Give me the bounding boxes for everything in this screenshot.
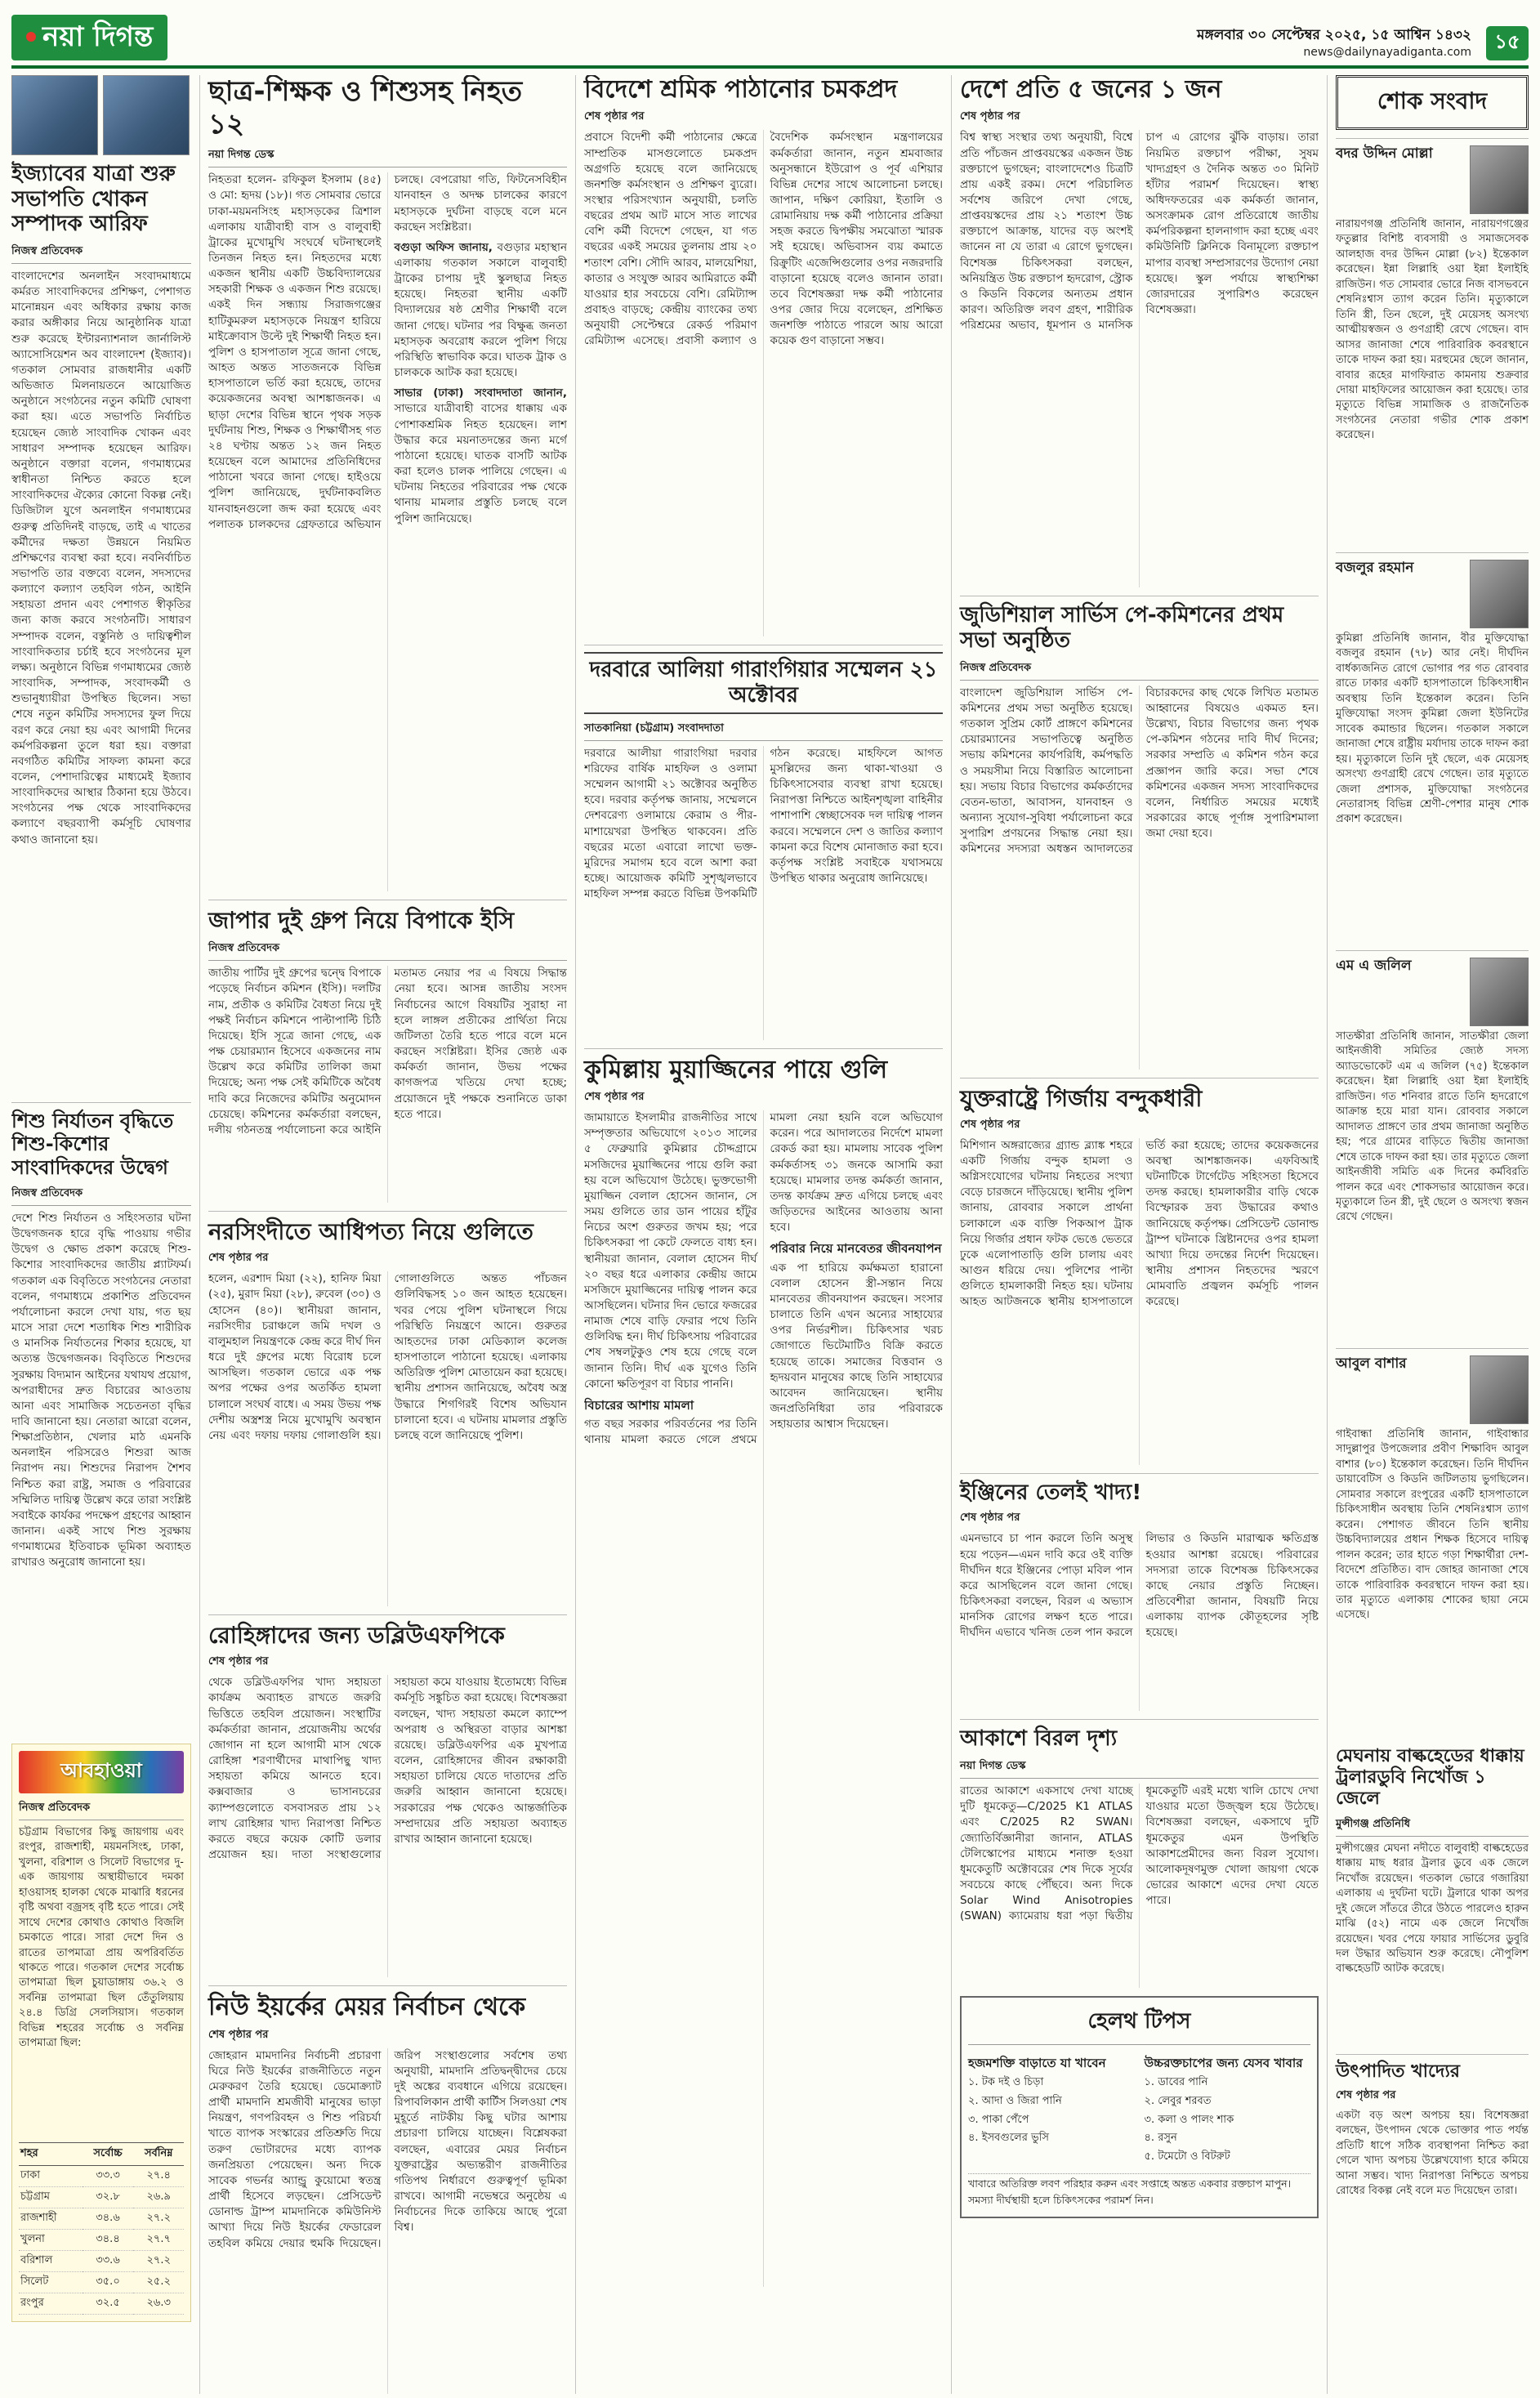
article-narsingdi-shooting xyxy=(208,1211,567,1606)
izzab-byline: নিজস্ব প্রতিবেদক xyxy=(11,242,191,264)
city: বরিশাল xyxy=(19,2250,83,2271)
meghna-trawler-byline: মুন্সীগঞ্জ প্রতিনিধি xyxy=(1336,1815,1529,1837)
weather-table xyxy=(19,2142,184,2315)
weather-byline: নিজস্ব প্রতিবেদক xyxy=(19,1798,184,1820)
weather-forecast: চট্টগ্রাম বিভাগের কিছু জায়গায় এবং রংপুর, রাজশাহী, ময়মনসিংহ, ঢাকা, খুলনা, বরিশাল ও সিলেট বিভাগের দু-এক জায়গায় অস্থায়ীভাবে দমকা হাওয়াসহ হালকা থেকে মাঝারি ধরনের বৃষ্টি অথবা বজ্রসহ বৃষ্টি হতে পারে। সেই সাথে দেশের কোথাও কোথাও বিজলি চমকাতে পারে। সারা দেশে দিন ও রাতের তাপমাত্রা প্রায় অপরিবর্তিত থাকতে পারে। গতকাল দেশের সর্বোচ্চ তাপমাত্রা ছিল চুয়াডাঙ্গায় ৩৬.২ ও সর্বনিম্ন তাপমাত্রা ছিল তেঁতুলিয়ায় ২৪.৪ ডিগ্রি সেলসিয়াস। গতকাল বিভিন্ন শহরের সর্বোচ্চ ও সর্বনিম্ন তাপমাত্রা ছিল: xyxy=(19,1825,184,2050)
muazzin-subhead-case: বিচারের আশায় মামলা xyxy=(584,1397,694,1413)
meghna-trawler-body: মুন্সীগঞ্জের মেঘনা নদীতে বালুবাহী বাল্কহেডের ধাক্কায় মাছ ধরার ট্রলার ডুবে এক জেলে নিখোঁজ রয়েছেন। গতকাল ভোরে গজারিয়া এলাকায় এ দুর্ঘটনা ঘটে। ট্রলারে থাকা অপর দুই জেলে সাঁতরে তীরে উঠতে পারলেও হারুন মাঝি (৫২) নামে এক জেলে নিখোঁজ রয়েছেন। খবর পেয়ে ফায়ার সার্ভিসের ডুবুরি দল উদ্ধার অভিযান শুরু করেছে। নৌপুলিশ বাল্কহেডটি আটক করেছে। xyxy=(1336,1842,1529,1976)
tip-item: ২. আদা ও জিরা পানি xyxy=(968,2094,1062,2107)
narsingdi-headline: নরসিংদীতে আধিপত্য নিয়ে গুলিতে xyxy=(208,1218,533,1246)
max-temp: ৩৫.০ xyxy=(83,2271,134,2293)
article-child-journalists xyxy=(11,1102,191,1734)
judicial-byline: নিজস্ব প্রতিবেদক xyxy=(960,659,1319,681)
health-tips-left-column xyxy=(968,2050,1135,2168)
digestion-section-title: হজমশক্তি বাড়াতে যা খাবেন xyxy=(968,2056,1106,2071)
japa-ec-byline: নিজস্ব প্রতিবেদক xyxy=(208,939,567,961)
newspaper-logo xyxy=(11,15,167,60)
darbare-alia-body: দরবারে আলীয়া গারাংগিয়া দরবার শরিফের বার্ষিক মাহফিল ও ওলামা সম্মেলন আগামী ২১ অক্টোবর অনুষ্ঠিত হবে। দরবার কর্তৃপক্ষ জানায়, সম্মেলনে দেশবরেণ্য ওলামায়ে কেরাম ও পীর-মাশায়েখরা উপস্থিত থাকবেন। প্রতি বছরের মতো এবারো লাখো ভক্ত-মুরিদের সমাগম হবে বলে আশা করা হচ্ছে। আয়োজক কমিটি সুশৃঙ্খলভাবে মাহফিল সম্পন্ন করতে বিভিন্ন উপকমিটি গঠন করেছে। মাহফিলে আগত মুসল্লিদের জন্য থাকা-খাওয়া ও চিকিৎসাসেবার ব্যবস্থা রাখা হয়েছে। নিরাপত্তা নিশ্চিতে আইনশৃঙ্খলা বাহিনীর পাশাপাশি স্বেচ্ছাসেবক দল দায়িত্ব পালন করবে। সম্মেলনে দেশ ও জাতির কল্যাণ কামনা করে বিশেষ মোনাজাত করা হবে। কর্তৃপক্ষ সংশ্লিষ্ট সবাইকে যথাসময়ে উপস্থিত থাকার অনুরোধ জানিয়েছে। xyxy=(584,746,943,901)
city: রংপুর xyxy=(19,2293,83,2314)
weather-title: আবহাওয়া xyxy=(19,1751,184,1793)
obituary-section-title: শোক সংবাদ xyxy=(1336,75,1529,130)
obituary-portrait-photo xyxy=(1470,145,1529,214)
logo-accent-dot xyxy=(26,32,36,42)
rare-sky-byline: নয়া দিগন্ত ডেস্ক xyxy=(960,1757,1319,1779)
min-temp: ২৫.২ xyxy=(133,2271,184,2293)
japa-ec-body: জাতীয় পার্টির দুই গ্রুপের দ্বন্দ্বে বিপাকে পড়েছে নির্বাচন কমিশন (ইসি)। দলটির নাম, প্রতীক ও কমিটির বৈধতা নিয়ে দুই পক্ষই নির্বাচন কমিশনে পাল্টাপাল্টি চিঠি দিয়েছে। ইসি সূত্রে জানা গেছে, এক পক্ষ চেয়ারম্যান হিসেবে একজনের নাম উল্লেখ করে কমিটির তালিকা জমা দিয়েছে; অন্য পক্ষ সেই কমিটিকে অবৈধ দাবি করে নিজেদের কমিটির অনুমোদন চেয়েছে। কমিশনের কর্মকর্তারা বলছেন, দলীয় গঠনতন্ত্র পর্যালোচনা করে আইনি মতামত নেয়ার পর এ বিষয়ে সিদ্ধান্ত নেয়া হবে। আসন্ন জাতীয় সংসদ নির্বাচনের আগে বিষয়টির সুরাহা না হলে লাঙ্গল প্রতীকের প্রার্থিতা নিয়ে জটিলতা তৈরি হতে পারে বলে মনে করছেন সংশ্লিষ্টরা। ইসির জ্যেষ্ঠ এক কর্মকর্তা জানান, উভয় পক্ষের কাগজপত্র খতিয়ে দেখা হচ্ছে; প্রয়োজনে দুই পক্ষকে শুনানিতে ডাকা হতে পারে। xyxy=(208,967,567,1136)
narsingdi-body: হলেন, এরশাদ মিয়া (২২), হানিফ মিয়া (২৫), মুরাদ মিয়া (২৮), রুবেল (৩০) ও হোসেন (৪০)। স্থানীয়রা জানান, নরসিংদীর চরাঞ্চলে জমি দখল ও বালুমহাল নিয়ন্ত্রণকে কেন্দ্র করে দীর্ঘ দিন ধরে দুই গ্রুপের মধ্যে বিরোধ চলে আসছিল। গতকাল ভোরে এক পক্ষ অপর পক্ষের ওপর অতর্কিত হামলা চালালে সংঘর্ষ বাধে। এ সময় উভয় পক্ষ দেশীয় অস্ত্রশস্ত্র নিয়ে মুখোমুখি অবস্থান নেয় এবং দফায় দফায় গোলাগুলি হয়। গোলাগুলিতে অন্তত পাঁচজন গুলিবিদ্ধসহ ১০ জন আহত হয়েছেন। খবর পেয়ে পুলিশ ঘটনাস্থলে গিয়ে পরিস্থিতি নিয়ন্ত্রণে আনে। গুরুতর আহতদের ঢাকা মেডিক্যাল কলেজ হাসপাতালে পাঠানো হয়েছে। এলাকায় অতিরিক্ত পুলিশ মোতায়েন করা হয়েছে। স্থানীয় প্রশাসন জানিয়েছে, অবৈধ অস্ত্র উদ্ধারে শিগগিরই বিশেষ অভিযান চালানো হবে। এ ঘটনায় মামলার প্রস্তুতি চলছে বলে জানিয়েছে পুলিশ। xyxy=(208,1272,567,1442)
students-killed-body xyxy=(208,172,567,891)
foreign-workers-body: প্রবাসে বিদেশী কর্মী পাঠানোর ক্ষেত্রে সাম্প্রতিক মাসগুলোতে চমকপ্রদ অগ্রগতি হয়েছে বলে জানিয়েছে জনশক্তি কর্মসংস্থান ও প্রশিক্ষণ ব্যুরো। সংস্থার পরিসংখ্যান অনুযায়ী, চলতি বছরের প্রথম আট মাসে সাত লাখের বেশি কর্মী বিদেশে গেছেন, যা গত বছরের একই সময়ের তুলনায় প্রায় ২০ শতাংশ বেশি। সৌদি আরব, মালয়েশিয়া, কাতার ও সংযুক্ত আরব আমিরাতে কর্মী যাওয়ার হার সবচেয়ে বেশি। রেমিট্যান্স প্রবাহও বাড়ছে; কেন্দ্রীয় ব্যাংকের তথ্য অনুযায়ী সেপ্টেম্বরে রেকর্ড পরিমাণ রেমিট্যান্স এসেছে। প্রবাসী কল্যাণ ও বৈদেশিক কর্মসংস্থান মন্ত্রণালয়ের কর্মকর্তারা জানান, নতুন শ্রমবাজার অনুসন্ধানে ইউরোপ ও পূর্ব এশিয়ার বিভিন্ন দেশের সাথে আলোচনা চলছে। জাপান, দক্ষিণ কোরিয়া, ইতালি ও রোমানিয়ায় দক্ষ কর্মী পাঠানোর প্রক্রিয়া সহজ করতে দ্বিপক্ষীয় সমঝোতা স্মারক সই হয়েছে। অভিবাসন ব্যয় কমাতে রিক্রুটিং এজেন্সিগুলোর ওপর নজরদারি বাড়ানো হয়েছে বলেও জানান তারা। তবে বিশেষজ্ঞরা দক্ষ কর্মী পাঠানোর ওপর জোর দিয়ে বলেছেন, প্রশিক্ষিত জনশক্তি পাঠাতে পারলে আয় আরো কয়েক গুণ বাড়ানো সম্ভব। xyxy=(584,131,943,348)
students-killed-headline: ছাত্র-শিক্ষক ও শিশুসহ নিহত ১২ xyxy=(208,75,523,141)
students-killed-byline: নয়া দিগন্ত ডেস্ক xyxy=(208,145,567,167)
weather-col-city: শহর xyxy=(19,2142,83,2165)
muazzin-case-text: গত বছর সরকার পরিবর্তনের পর তিনি থানায় মামলা করতে গেলে প্রথমে মামলা নেয়া হয়নি বলে অভিযোগ করেন। পরে আদালতের নির্দেশে মামলা রেকর্ড করা হয়। মামলায় সাবেক পুলিশ কর্মকর্তাসহ ৩১ জনকে আসামি করা হয়েছে। মামলার তদন্ত কর্মকর্তা জানান, তদন্ত কার্যক্রম দ্রুত এগিয়ে চলছে এবং জড়িতদের আইনের আওতায় আনা হবে। xyxy=(584,1111,943,1447)
article-rohingya-wfp xyxy=(208,1614,567,1977)
foreign-workers-headline: বিদেশে শ্রমিক পাঠানোর চমকপ্রদ xyxy=(584,75,898,104)
weather-col-max: সর্বোচ্চ xyxy=(83,2142,134,2165)
obituary-name: বজলুর রহমান xyxy=(1336,560,1414,576)
article-rare-sky xyxy=(960,1719,1319,1988)
digestion-tips-list xyxy=(968,2075,1135,2146)
max-temp: ৩৪.৪ xyxy=(83,2229,134,2250)
weather-col-min: সর্বনিম্ন xyxy=(133,2142,184,2165)
health-tips-title: হেলথ টিপস xyxy=(968,2004,1310,2045)
muazzin-continuation-marker: শেষ পৃষ্ঠার পর xyxy=(584,1091,645,1104)
max-temp: ৩৩.৬ xyxy=(83,2250,134,2271)
bogura-text: বগুড়ার মহাস্থান এলাকায় গতকাল সকালে বালুবাহী ট্রাকের চাপায় দুই স্কুলছাত্র নিহত হয়েছে। নিহতরা স্থানীয় একটি বিদ্যালয়ের ষষ্ঠ শ্রেণীর শিক্ষার্থী বলে জানা গেছে। ঘটনার পর বিক্ষুব্ধ জনতা মহাসড়ক অবরোধ করলে পুলিশ গিয়ে পরিস্থিতি স্বাভাবিক করে। ঘাতক ট্রাক ও চালককে আটক করা হয়েছে। xyxy=(394,240,567,380)
church-gunman-body: মিশিগান অঙ্গরাজ্যের গ্র্যান্ড ব্ল্যাঙ্ক শহরে একটি গির্জায় বন্দুক হামলা ও অগ্নিসংযোগের ঘটনায় নিহতের সংখ্যা বেড়ে চারজনে দাঁড়িয়েছে। স্থানীয় পুলিশ জানায়, রোববার সকালে প্রার্থনা চলাকালে এক ব্যক্তি পিকআপ ট্রাক নিয়ে গির্জার প্রধান ফটক ভেঙে ভেতরে ঢুকে এলোপাতাড়ি গুলি চালায় এবং আগুন ধরিয়ে দেয়। পুলিশের পাল্টা গুলিতে হামলাকারী নিহত হয়। ঘটনায় আহত আটজনকে স্থানীয় হাসপাতালে ভর্তি করা হয়েছে; তাদের কয়েকজনের অবস্থা আশঙ্কাজনক। এফবিআই ঘটনাটিকে টার্গেটেড সহিংসতা হিসেবে তদন্ত করছে। হামলাকারীর বাড়ি থেকে বিস্ফোরক দ্রব্য উদ্ধারের কথাও জানিয়েছে কর্তৃপক্ষ। প্রেসিডেন্ট ডোনাল্ড ট্রাম্প ঘটনাকে খ্রিষ্টানদের ওপর হামলা আখ্যা দিয়ে তদন্তের নির্দেশ দিয়েছেন। স্থানীয় প্রশাসন নিহতদের স্মরণে মোমবাতি প্রজ্বলন কর্মসূচি পালন করেছে। xyxy=(960,1138,1319,1309)
savar-paragraph xyxy=(395,386,568,526)
obituary-text: নারায়ণগঞ্জ প্রতিনিধি জানান, নারায়ণগঞ্জের ফতুল্লার বিশিষ্ট ব্যবসায়ী ও সমাজসেবক আলহাজ বদর উদ্দিন মোল্লা (৮২) ইন্তেকাল করেছেন। ইন্না লিল্লাহি ওয়া ইন্না ইলাইহি রাজিউন। গত সোমবার ভোরে নিজ বাসভবনে শেষনিঃশ্বাস ত্যাগ করেন তিনি। মৃত্যুকালে তিনি স্ত্রী, তিন ছেলে, দুই মেয়েসহ অসংখ্য আত্মীয়স্বজন ও গুণগ্রাহী রেখে গেছেন। বাদ আসর জানাজা শেষে পারিবারিক কবরস্থানে তাকে দাফন করা হয়। মরহুমের ছেলে জানান, বাবার রূহের মাগফিরাত কামনায় শুক্রবার দোয়া মাহফিলের আয়োজন করা হয়েছে। তার মৃত্যুতে বিভিন্ন সামাজিক ও রাজনৈতিক সংগঠনের নেতারা গভীর শোক প্রকাশ করেছেন। xyxy=(1336,218,1529,442)
nyc-continuation-marker: শেষ পৃষ্ঠার পর xyxy=(208,2028,269,2041)
meghna-trawler-headline: মেঘনায় বাল্কহেডের ধাক্কায় ট্রলারডুবি নিখোঁজ ১ জেলে xyxy=(1336,1746,1524,1809)
darbare-alia-byline: সাতকানিয়া (চট্টগ্রাম) সংবাদদাতা xyxy=(584,719,943,741)
produced-food-continuation-marker: শেষ পৃষ্ঠার পর xyxy=(1336,2088,1396,2101)
health-tips-box xyxy=(960,1996,1319,2218)
max-temp: ৩২.৮ xyxy=(83,2186,134,2208)
article-foreign-workers xyxy=(584,75,943,636)
rohingya-wfp-body: থেকে ডব্লিউএফপির খাদ্য সহায়তা কার্যক্রম অব্যাহত রাখতে জরুরি ভিত্তিতে তহবিল প্রয়োজন। সংস্থাটির কর্মকর্তারা জানান, প্রয়োজনীয় অর্থের জোগান না হলে আগামী মাস থেকে রোহিঙ্গা শরণার্থীদের মাথাপিছু খাদ্য সহায়তা কমিয়ে আনতে হবে। কক্সবাজার ও ভাসানচরের ক্যাম্পগুলোতে বসবাসরত প্রায় ১২ লাখ রোহিঙ্গার খাদ্য নিরাপত্তা নিশ্চিত করতে বছরে কয়েক কোটি ডলার প্রয়োজন হয়। দাতা সংস্থাগুলোর সহায়তা কমে যাওয়ায় ইতোমধ্যে বিভিন্ন কর্মসূচি সঙ্কুচিত করা হয়েছে। বিশেষজ্ঞরা বলছেন, খাদ্য সহায়তা কমলে ক্যাম্পে অপরাধ ও অস্থিরতা বাড়ার আশঙ্কা রয়েছে। ডব্লিউএফপির এক মুখপাত্র বলেন, রোহিঙ্গাদের জীবন রক্ষাকারী সহায়তা চালিয়ে যেতে দাতাদের প্রতি জরুরি আহ্বান জানানো হয়েছে। সরকারের পক্ষ থেকেও আন্তর্জাতিক সম্প্রদায়ের প্রতি সহায়তা অব্যাহত রাখার আহ্বান জানানো হয়েছে। xyxy=(208,1676,567,1862)
izzab-photos xyxy=(11,75,191,155)
child-journalists-headline: শিশু নির্যাতন বৃদ্ধিতে শিশু-কিশোর সাংবাদিকদের উদ্বেগ xyxy=(11,1110,174,1179)
muazzin-family-text: এক পা হারিয়ে কর্মক্ষমতা হারানো বেলাল হোসেন স্ত্রী-সন্তান নিয়ে মানবেতর জীবনযাপন করছেন। সংসার চালাতে তিনি এখন অন্যের সাহায্যের ওপর নির্ভরশীল। চিকিৎসার খরচ জোগাতে ভিটেমাটিও বিক্রি করতে হয়েছে তাকে। সমাজের বিত্তবান ও হৃদয়বান মানুষের কাছে তিনি সাহায্যের আবেদন জানিয়েছেন। স্থানীয় জনপ্রতিনিধিরা তার পরিবারকে সহায়তার আশ্বাস দিয়েছেন। xyxy=(770,1261,943,1431)
nyc-mayor-body: জোহরান মামদানির নির্বাচনী প্রচারণা ঘিরে নিউ ইয়র্কের রাজনীতিতে নতুন মেরুকরণ তৈরি হয়েছে। ডেমোক্র্যাট প্রার্থী মামদানি শ্রমজীবী মানুষের ভাড়া নিয়ন্ত্রণ, গণপরিবহন ও শিশু পরিচর্যা খাতে ব্যাপক সংস্কারের প্রতিশ্রুতি দিয়ে তরুণ ভোটারদের মধ্যে ব্যাপক জনপ্রিয়তা পেয়েছেন। অন্য দিকে সাবেক গভর্নর অ্যান্ড্রু কুয়োমো স্বতন্ত্র প্রার্থী হিসেবে লড়ছেন। প্রেসিডেন্ট ডোনাল্ড ট্রাম্প মামদানিকে কমিউনিস্ট আখ্যা দিয়ে নিউ ইয়র্কের ফেডারেল তহবিল কমিয়ে দেয়ার হুমকি দিয়েছেন। জরিপ সংস্থাগুলোর সর্বশেষ তথ্য অনুযায়ী, মামদানি প্রতিদ্বন্দ্বীদের চেয়ে দুই অঙ্কের ব্যবধানে এগিয়ে রয়েছেন। রিপাবলিকান প্রার্থী কার্টিস সিলওয়া শেষ মুহূর্তে নাটকীয় কিছু ঘটার আশায় প্রচারণা চালিয়ে যাচ্ছেন। বিশ্লেষকরা বলছেন, এবারের মেয়র নির্বাচন যুক্তরাষ্ট্রের অভ্যন্তরীণ রাজনীতির গতিপথ নির্ধারণে গুরুত্বপূর্ণ ভূমিকা রাখবে। আগামী নভেম্বরে অনুষ্ঠেয় এ নির্বাচনের দিকে তাকিয়ে আছে পুরো বিশ্ব। xyxy=(208,2048,567,2250)
one-in-five-continuation-marker: শেষ পৃষ্ঠার পর xyxy=(960,110,1020,123)
obituary-name: এম এ জলিল xyxy=(1336,958,1412,974)
dateline-bogura: বগুড়া অফিস জানায়, xyxy=(394,240,493,254)
muazzin-body xyxy=(584,1110,943,2287)
min-temp: ২৭.৪ xyxy=(133,2165,184,2186)
rare-sky-body: রাতের আকাশে একসাথে দেখা যাচ্ছে দুটি ধূমকেতু—C/2025 K1 ATLAS এবং C/2025 R2 SWAN। জ্যোতির্বিজ্ঞানীরা জানান, ATLAS টেলিস্কোপের মাধ্যমে শনাক্ত হওয়া ধূমকেতুটি অক্টোবরের শেষ দিকে সূর্যের সবচেয়ে কাছে পৌঁছবে। অন্য দিকে Solar Wind Anisotropies (SWAN) ক্যামেরায় ধরা পড়া দ্বিতীয় ধূমকেতুটি এরই মধ্যে খালি চোখে দেখা যাওয়ার মতো উজ্জ্বল হয়ে উঠেছে। বিশেষজ্ঞরা বলছেন, একসাথে দুটি ধূমকেতুর এমন উপস্থিতি আকাশপ্রেমীদের জন্য বিরল সুযোগ। আলোকদূষণমুক্ত খোলা জায়গা থেকে ভোরের আকাশে এদের দেখা যেতে পারে। xyxy=(960,1784,1319,1923)
min-temp: ২৬.৩ xyxy=(133,2293,184,2314)
bogura-paragraph xyxy=(395,240,568,381)
article-meghna-trawler xyxy=(1336,1746,1529,2046)
tip-item: ৩. পাকা পেঁপে xyxy=(968,2113,1029,2126)
secretary-portrait-photo xyxy=(103,75,190,155)
date-line: মঙ্গলবার ৩০ সেপ্টেম্বর ২০২৫, ১৫ আশ্বিন ১৪৩২ xyxy=(1197,27,1471,44)
lead-paragraph: নিহতরা হলেন- রফিকুল ইসলাম (৪৫) ও মো: হৃদয় (১৮)। গত সোমবার ভোরে ঢাকা-ময়মনসিংহ মহাসড়কের ত্রিশাল এলাকায় যাত্রীবাহী বাস ও বালুবাহী ট্রাকের মুখোমুখি সংঘর্ষে ঘটনাস্থলেই তিনজন নিহত হন। নিহতদের মধ্যে একজন স্থানীয় একটি উচ্চবিদ্যালয়ের সহকারী শিক্ষক ও একজন শিশু রয়েছে। একই দিন সন্ধ্যায় সিরাজগঞ্জের হাটিকুমরুল মহাসড়কে নিয়ন্ত্রণ হারিয়ে মাইক্রোবাস উল্টে দুই শিক্ষার্থী নিহত হন। পুলিশ ও হাসপাতাল সূত্রে জানা গেছে, আহত অন্তত সাতজনকে বিভিন্ন হাসপাতালে ভর্তি করা হয়েছে, তাদের কয়েকজনের অবস্থা আশঙ্কাজনক। এ ছাড়া দেশের বিভিন্ন স্থানে পৃথক সড়ক দুর্ঘটনায় শিশু, শিক্ষক ও শিক্ষার্থীসহ গত ২৪ ঘণ্টায় অন্তত ১২ জন নিহত হয়েছেন বলে আমাদের প্রতিনিধিদের পাঠানো খবরে জানা গেছে। হাইওয়ে পুলিশ জানিয়েছে, দুর্ঘটনাকবলিত যানবাহনগুলো জব্দ করা হয়েছে এবং পলাতক চালকদের গ্রেফতারে অভিযান চলছে। বেপরোয়া গতি, ফিটনেসবিহীন যানবাহন ও অদক্ষ চালকের কারণে মহাসড়কে দুর্ঘটনা বাড়ছে বলে মনে করছেন সংশ্লিষ্টরা। xyxy=(208,173,567,531)
article-judicial-pay-commission xyxy=(960,596,1319,1069)
masthead xyxy=(11,8,1529,60)
dateline-savar: সাভার (ঢাকা) সংবাদদাতা জানান, xyxy=(394,386,567,400)
produced-food-body: একটা বড় অংশ অপচয় হয়। বিশেষজ্ঞরা বলছেন, উৎপাদন থেকে ভোক্তার পাত পর্যন্ত প্রতিটি ধাপে সঠিক ব্যবস্থাপনা নিশ্চিত করা গেলে খাদ্য অপচয় উল্লেখযোগ্য হারে কমিয়ে আনা সম্ভব। খাদ্য নিরাপত্তা নিশ্চিতে অপচয় রোধের বিকল্প নেই বলে মত দিয়েছেন তারা। xyxy=(1336,2109,1529,2198)
tip-item: ৪. ইসবগুলের ভুসি xyxy=(968,2132,1050,2145)
masthead-rule xyxy=(11,65,1529,69)
obituary-abul-bashar xyxy=(1336,1348,1529,1746)
rohingya-continuation-marker: শেষ পৃষ্ঠার পর xyxy=(208,1655,269,1668)
izzab-body: বাংলাদেশের অনলাইন সংবাদমাধ্যমে কর্মরত সাংবাদিকদের প্রশিক্ষণ, পেশাগত মানোন্নয়ন এবং অধিকার রক্ষায় কাজ করার অঙ্গীকার নিয়ে আনুষ্ঠানিক যাত্রা শুরু করেছে ইন্টারন্যাশনাল জার্নালিস্ট অ্যাসোসিয়েশন অব বাংলাদেশ (ইজ্যাব)। গতকাল সোমবার রাজধানীর একটি অভিজাত মিলনায়তনে আয়োজিত অনুষ্ঠানে সংগঠনের নতুন কমিটি ঘোষণা করা হয়। এতে সভাপতি নির্বাচিত হয়েছেন জ্যেষ্ঠ সাংবাদিক খোকন এবং সাধারণ সম্পাদক হয়েছেন আরিফ। অনুষ্ঠানে বক্তারা বলেন, গণমাধ্যমের স্বাধীনতা নিশ্চিত করতে হলে সাংবাদিকদের ঐক্যের কোনো বিকল্প নেই। ডিজিটাল যুগে অনলাইন গণমাধ্যমের গুরুত্ব প্রতিদিনই বাড়ছে, তাই এ খাতের কর্মীদের দক্ষতা উন্নয়নে নিয়মিত প্রশিক্ষণের ব্যবস্থা করা হবে। নবনির্বাচিত সভাপতি তার বক্তব্যে বলেন, সদস্যদের কল্যাণে কল্যাণ তহবিল গঠন, আইনি সহায়তা প্রদান এবং পেশাগত স্বীকৃতির জন্য কাজ করবে সংগঠনটি। সাধারণ সম্পাদক বলেন, বস্তুনিষ্ঠ ও দায়িত্বশীল সাংবাদিকতার চর্চাই হবে সংগঠনের মূল লক্ষ্য। অনুষ্ঠানে বিভিন্ন গণমাধ্যমের জ্যেষ্ঠ সাংবাদিক, সম্পাদক, সংবাদকর্মী ও শুভানুধ্যায়ীরা উপস্থিত ছিলেন। সভা শেষে নতুন কমিটির সদস্যদের ফুল দিয়ে বরণ করে নেয়া হয় এবং আগামী দিনের কর্মপরিকল্পনা তুলে ধরা হয়। বক্তারা নবগঠিত কমিটির সাফল্য কামনা করে বলেন, পেশাদারিত্বের মাধ্যমেই ইজ্যাব সাংবাদিকদের আস্থার ঠিকানা হয়ে উঠবে। সংগঠনের পক্ষ থেকে সাংবাদিকদের কল্যাণে বছরব্যাপী কর্মসূচি ঘোষণার কথাও জানানো হয়। xyxy=(11,270,191,846)
narsingdi-continuation-marker: শেষ পৃষ্ঠার পর xyxy=(208,1252,269,1265)
city: ঢাকা xyxy=(19,2165,83,2186)
weather-row xyxy=(19,2229,184,2250)
article-muazzin-shot xyxy=(584,1048,943,2287)
column-group-5 xyxy=(1327,75,1529,2394)
article-japa-ec xyxy=(208,900,567,1203)
obituary-bazlur-rahman xyxy=(1336,552,1529,942)
weather-row xyxy=(19,2186,184,2208)
column-group-2 xyxy=(199,75,575,2394)
muazzin-lead: জামায়াতে ইসলামীর রাজনীতির সাথে সম্পৃক্ততার অভিযোগে ২০১৩ সালের ৫ ফেব্রুয়ারি কুমিল্লার চৌদ্দগ্রামে মসজিদের মুয়াজ্জিনের পায়ে গুলি করা হয় বলে অভিযোগ উঠেছে। ভুক্তভোগী মুয়াজ্জিন বেলাল হোসেন জানান, সে সময় গুলিতে তার ডান পায়ের হাঁটুর নিচের অংশ গুরুতর জখম হয়; পরে চিকিৎসকরা পা কেটে ফেলতে বাধ্য হন। স্থানীয়রা জানান, বেলাল হোসেন দীর্ঘ ২০ বছর ধরে এলাকার কেন্দ্রীয় জামে মসজিদে মুয়াজ্জিনের দায়িত্ব পালন করে আসছিলেন। ঘটনার দিন ভোরে ফজরের নামাজ শেষে বাড়ি ফেরার পথে তিনি গুলিবিদ্ধ হন। দীর্ঘ চিকিৎসায় পরিবারের শেষ সম্বলটুকুও শেষ হয়ে গেছে বলে জানান তিনি। দীর্ঘ এক যুগেও তিনি কোনো ক্ষতিপূরণ বা বিচার পাননি। xyxy=(584,1111,757,1391)
muazzin-headline: কুমিল্লায় মুয়াজ্জিনের পায়ে গুলি xyxy=(584,1055,888,1084)
tip-item: ৫. টমেটো ও বিটরুট xyxy=(1144,2150,1230,2164)
obituary-name: বদর উদ্দিন মোল্লা xyxy=(1336,145,1433,162)
obituary-name: আবুল বাশার xyxy=(1336,1355,1407,1372)
tip-item: ৪. রসুন xyxy=(1144,2132,1177,2145)
max-temp: ৩২.৫ xyxy=(83,2293,134,2314)
min-temp: ২৭.২ xyxy=(133,2250,184,2271)
obituary-ma-jalil xyxy=(1336,950,1529,1340)
article-students-killed xyxy=(208,75,567,891)
health-tips-right-column xyxy=(1145,2050,1311,2168)
darbare-alia-headline: দরবারে আলিয়া গারাংগিয়ার সম্মেলন ২১ অক্টোবর xyxy=(584,652,943,713)
article-one-in-five xyxy=(960,75,1319,587)
church-gunman-headline: যুক্তরাষ্ট্রে গির্জায় বন্দুকধারী xyxy=(960,1084,1203,1112)
weather-row xyxy=(19,2165,184,2186)
city: চট্টগ্রাম xyxy=(19,2186,83,2208)
muazzin-subhead-family: পরিবার নিয়ে মানবেতর জীবনযাপন xyxy=(770,1241,942,1257)
article-produced-food xyxy=(1336,2054,1529,2264)
tip-item: ১. ডাবের পানি xyxy=(1144,2075,1208,2088)
engine-oil-headline: ইঞ্জিনের তেলই খাদ্য! xyxy=(960,1480,1142,1505)
tip-item: ১. টক দই ও চিড়া xyxy=(968,2075,1044,2088)
savar-text: সাভারে যাত্রীবাহী বাসের ধাক্কায় এক পোশাকশ্রমিক নিহত হয়েছেন। লাশ উদ্ধার করে ময়নাতদন্তের জন্য মর্গে পাঠানো হয়েছে। ঘাতক বাসটি আটক করা হলেও চালক পালিয়ে গেছেন। এ ঘটনায় নিহতের পরিবারের পক্ষ থেকে থানায় মামলার প্রস্তুতি চলছে বলে পুলিশ জানিয়েছে। xyxy=(394,402,567,525)
blood-pressure-tips-list xyxy=(1145,2075,1311,2165)
obituary-portrait-photo xyxy=(1470,1355,1529,1424)
obituary-portrait-photo xyxy=(1470,958,1529,1026)
one-in-five-body: বিশ্ব স্বাস্থ্য সংস্থার তথ্য অনুযায়ী, বিশ্বে প্রতি পাঁচজন প্রাপ্তবয়স্কের একজন উচ্চ রক্তচাপে ভুগছেন; বাংলাদেশেও চিত্রটি প্রায় একই রকম। দেশে পরিচালিত সর্বশেষ জরিপে দেখা গেছে, প্রাপ্তবয়স্কদের প্রায় ২১ শতাংশ উচ্চ রক্তচাপে আক্রান্ত, যাদের বড় অংশই জানেন না যে তারা এ রোগে ভুগছেন। বিশেষজ্ঞ চিকিৎসকরা বলছেন, অনিয়ন্ত্রিত উচ্চ রক্তচাপ হৃদরোগ, স্ট্রোক ও কিডনি বিকলের অন্যতম প্রধান কারণ। অতিরিক্ত লবণ গ্রহণ, শারীরিক পরিশ্রমের অভাব, ধূমপান ও মানসিক চাপ এ রোগের ঝুঁকি বাড়ায়। তারা নিয়মিত রক্তচাপ পরীক্ষা, সুষম খাদ্যগ্রহণ ও দৈনিক অন্তত ৩০ মিনিট হাঁটার পরামর্শ দিয়েছেন। স্বাস্থ্য অধিদফতরের এক কর্মকর্তা জানান, অসংক্রামক রোগ প্রতিরোধে জাতীয় কর্মপরিকল্পনা হালনাগাদ করা হচ্ছে এবং কমিউনিটি ক্লিনিকে বিনামূল্যে রক্তচাপ মাপার ব্যবস্থা সম্প্রসারণের উদ্যোগ নেয়া হয়েছে। স্কুল পর্যায়ে স্বাস্থ্যশিক্ষা জোরদারের সুপারিশও করেছেন বিশেষজ্ঞরা। xyxy=(960,131,1319,333)
article-izzab xyxy=(11,75,191,1094)
article-church-gunman xyxy=(960,1078,1319,1465)
page-columns xyxy=(11,75,1529,2394)
judicial-headline: জুডিশিয়াল সার্ভিস পে-কমিশনের প্রথম সভা অনুষ্ঠিত xyxy=(960,603,1284,654)
column-group-3 xyxy=(575,75,951,2394)
one-in-five-headline: দেশে প্রতি ৫ জনের ১ জন xyxy=(960,75,1222,104)
article-engine-oil xyxy=(960,1473,1319,1712)
izzab-headline: ইজ্যাবের যাত্রা শুরু সভাপতি খোকন সম্পাদক আরিফ xyxy=(11,162,176,237)
city: সিলেট xyxy=(19,2271,83,2293)
blood-pressure-section-title: উচ্চরক্তচাপের জন্য যেসব খাবার xyxy=(1144,2056,1303,2071)
president-portrait-photo xyxy=(11,75,98,155)
obituary-text: কুমিল্লা প্রতিনিধি জানান, বীর মুক্তিযোদ্ধা বজলুর রহমান (৭৮) আর নেই। দীর্ঘদিন বার্ধক্যজনিত রোগে ভোগার পর গত রোববার রাতে ঢাকার একটি হাসপাতালে চিকিৎসাধীন অবস্থায় তিনি ইন্তেকাল করেন। তিনি মুক্তিযোদ্ধা সংসদ কুমিল্লা জেলা ইউনিটের সাবেক কমান্ডার ছিলেন। গতকাল সকালে জানাজা শেষে রাষ্ট্রীয় মর্যাদায় তাকে দাফন করা হয়। মৃত্যুকালে তিনি দুই ছেলে, এক মেয়েসহ অসংখ্য গুণগ্রাহী রেখে গেছেন। তার মৃত্যুতে জেলা প্রশাসক, মুক্তিযোদ্ধা সংগঠনের নেতারাসহ বিভিন্ন শ্রেণী-পেশার মানুষ শোক প্রকাশ করেছেন। xyxy=(1336,632,1529,826)
foreign-workers-continuation-marker: শেষ পৃষ্ঠার পর xyxy=(584,110,645,123)
weather-row xyxy=(19,2250,184,2271)
newspaper-logo-text: নয়া দিগন্ত xyxy=(42,20,154,53)
obituary-badar-uddin xyxy=(1336,138,1529,544)
article-nyc-mayor xyxy=(208,1985,567,2394)
tip-item: ৩. কলা ও পালং শাক xyxy=(1144,2113,1234,2126)
nyc-mayor-headline: নিউ ইয়র্কের মেয়র নির্বাচন থেকে xyxy=(208,1993,526,2022)
produced-food-headline: উৎপাদিত খাদ্যের xyxy=(1336,2061,1460,2082)
engine-oil-body: এমনভাবে চা পান করলে তিনি অসুস্থ হয়ে পড়েন—এমন দাবি করে ওই ব্যক্তি দীর্ঘদিন ধরে ইঞ্জিনের পোড়া মবিল পান করে আসছিলেন বলে জানা গেছে। চিকিৎসকরা বলছেন, বিরল এ অভ্যাস মানসিক রোগের লক্ষণ হতে পারে। দীর্ঘদিন এভাবে খনিজ তেল পান করলে লিভার ও কিডনি মারাত্মক ক্ষতিগ্রস্ত হওয়ার আশঙ্কা রয়েছে। পরিবারের সদস্যরা তাকে বিশেষজ্ঞ চিকিৎসকের কাছে নেয়ার প্রস্তুতি নিচ্ছেন। প্রতিবেশীরা জানান, বিষয়টি নিয়ে এলাকায় ব্যাপক কৌতূহলের সৃষ্টি হয়েছে। xyxy=(960,1532,1319,1640)
rare-sky-headline: আকাশে বিরল দৃশ্য xyxy=(960,1726,1118,1752)
obituary-portrait-photo xyxy=(1470,560,1529,628)
weather-box xyxy=(11,1744,191,2322)
health-tips-note: খাবারে অতিরিক্ত লবণ পরিহার করুন এবং সপ্তাহে অন্তত একবার রক্তচাপ মাপুন। সমস্যা দীর্ঘস্থায়ী হলে চিকিৎসকের পরামর্শ নিন। xyxy=(968,2173,1310,2210)
rohingya-wfp-headline: রোহিঙ্গাদের জন্য ডব্লিউএফপিকে xyxy=(208,1622,505,1650)
max-temp: ৩৪.৬ xyxy=(83,2208,134,2229)
min-temp: ২৬.৯ xyxy=(133,2186,184,2208)
article-darbare-alia xyxy=(584,645,943,1039)
min-temp: ২৭.২ xyxy=(133,2208,184,2229)
child-journalists-body: দেশে শিশু নির্যাতন ও সহিংসতার ঘটনা উদ্বেগজনক হারে বৃদ্ধি পাওয়ায় গভীর উদ্বেগ ও ক্ষোভ প্রকাশ করেছে শিশু-কিশোর সাংবাদিকদের জাতীয় প্ল্যাটফর্ম। গতকাল এক বিবৃতিতে সংগঠনের নেতারা বলেন, গণমাধ্যমে প্রকাশিত প্রতিবেদন পর্যালোচনা করলে দেখা যায়, গত ছয় মাসে সারা দেশে শতাধিক শিশু শারীরিক ও মানসিক নির্যাতনের শিকার হয়েছে, যা অত্যন্ত উদ্বেগজনক। বিবৃতিতে শিশুদের সুরক্ষায় বিদ্যমান আইনের যথাযথ প্রয়োগ, অপরাধীদের দ্রুত বিচারের আওতায় আনা এবং সামাজিক সচেতনতা বৃদ্ধির দাবি জানানো হয়। নেতারা আরো বলেন, শিক্ষাপ্রতিষ্ঠান, খেলার মাঠ এমনকি অনলাইন পরিসরেও শিশুরা আজ নিরাপদ নয়। শিশুদের নিরাপদ শৈশব নিশ্চিত করা রাষ্ট্র, সমাজ ও পরিবারের সম্মিলিত দায়িত্ব উল্লেখ করে তারা সংশ্লিষ্ট সবাইকে কার্যকর পদক্ষেপ গ্রহণের আহ্বান জানান। একই সাথে শিশু সুরক্ষায় গণমাধ্যমের ইতিবাচক ভূমিকা অব্যাহত রাখারও অনুরোধ জানানো হয়। xyxy=(11,1211,191,1570)
min-temp: ২৭.৭ xyxy=(133,2229,184,2250)
japa-ec-headline: জাপার দুই গ্রুপ নিয়ে বিপাকে ইসি xyxy=(208,907,515,935)
child-journalists-byline: নিজস্ব প্রতিবেদক xyxy=(11,1184,191,1206)
obituary-text: সাতক্ষীরা প্রতিনিধি জানান, সাতক্ষীরা জেলা আইনজীবী সমিতির জ্যেষ্ঠ সদস্য অ্যাডভোকেট এম এ জলিল (৭৫) ইন্তেকাল করেছেন। ইন্না লিল্লাহি ওয়া ইন্না ইলাইহি রাজিউন। গত শনিবার রাতে তিনি হৃদরোগে আক্রান্ত হয়ে মারা যান। রোববার সকালে আদালত প্রাঙ্গণে তার প্রথম জানাজা অনুষ্ঠিত হয়; পরে গ্রামের বাড়িতে দ্বিতীয় জানাজা শেষে তাকে দাফন করা হয়। তার মৃত্যুতে জেলা আইনজীবী সমিতি এক দিনের কর্মবিরতি পালন করে এবং শোকসভার আয়োজন করে। মৃত্যুকালে তিন স্ত্রী, দুই ছেলে ও অসংখ্য স্বজন রেখে গেছেন। xyxy=(1336,1030,1529,1224)
column-group-4 xyxy=(951,75,1327,2394)
obituary-text: গাইবান্ধা প্রতিনিধি জানান, গাইবান্ধার সাদুল্লাপুর উপজেলার প্রবীণ শিক্ষাবিদ আবুল বাশার (৮০) ইন্তেকাল করেছেন। তিনি দীর্ঘদিন ডায়াবেটিস ও কিডনি জটিলতায় ভুগছিলেন। সোমবার সকালে রংপুরের একটি হাসপাতালে চিকিৎসাধীন অবস্থায় তিনি শেষনিঃশ্বাস ত্যাগ করেন। পেশাগত জীবনে তিনি স্থানীয় উচ্চবিদ্যালয়ের প্রধান শিক্ষক হিসেবে দায়িত্ব পালন করেন; তার হাতে গড়া শিক্ষার্থীরা দেশ-বিদেশে প্রতিষ্ঠিত। বাদ জোহর জানাজা শেষে তাকে পারিবারিক কবরস্থানে দাফন করা হয়। তার মৃত্যুতে এলাকায় শোকের ছায়া নেমে এসেছে। xyxy=(1336,1428,1529,1622)
city: খুলনা xyxy=(19,2229,83,2250)
church-continuation-marker: শেষ পৃষ্ঠার পর xyxy=(960,1118,1020,1131)
column-group-1 xyxy=(11,75,199,2394)
weather-row xyxy=(19,2271,184,2293)
page-number-badge: ১৫ xyxy=(1486,26,1529,60)
weather-row xyxy=(19,2293,184,2314)
engine-oil-continuation-marker: শেষ পৃষ্ঠার পর xyxy=(960,1512,1020,1525)
judicial-body: বাংলাদেশ জুডিশিয়াল সার্ভিস পে-কমিশনের প্রথম সভা অনুষ্ঠিত হয়েছে। গতকাল সুপ্রিম কোর্ট প্রাঙ্গণে কমিশনের চেয়ারম্যানের সভাপতিত্বে অনুষ্ঠিত সভায় কমিশনের কার্যপরিধি, কর্মপদ্ধতি ও সময়সীমা নিয়ে বিস্তারিত আলোচনা হয়। সভায় বিচার বিভাগের কর্মকর্তাদের বেতন-ভাতা, আবাসন, যানবাহন ও অন্যান্য সুযোগ-সুবিধা পর্যালোচনা করে সুপারিশ প্রণয়নের সিদ্ধান্ত নেয়া হয়। কমিশনের সদস্যরা অধস্তন আদালতের বিচারকদের কাছ থেকে লিখিত মতামত আহ্বানের বিষয়েও একমত হন। উল্লেখ্য, বিচার বিভাগের জন্য পৃথক পে-কমিশন গঠনের দাবি দীর্ঘ দিনের; সরকার সম্প্রতি এ কমিশন গঠন করে প্রজ্ঞাপন জারি করে। সভা শেষে কমিশনের একজন সদস্য সাংবাদিকদের বলেন, নির্ধারিত সময়ের মধ্যেই সরকারের কাছে পূর্ণাঙ্গ সুপারিশমালা জমা দেয়া হবে। xyxy=(960,685,1319,856)
city: রাজশাহী xyxy=(19,2208,83,2229)
tip-item: ২. লেবুর শরবত xyxy=(1144,2094,1212,2107)
weather-row xyxy=(19,2208,184,2229)
contact-email: news@dailynayadiganta.com xyxy=(1303,46,1471,60)
max-temp: ৩৩.৩ xyxy=(83,2165,134,2186)
